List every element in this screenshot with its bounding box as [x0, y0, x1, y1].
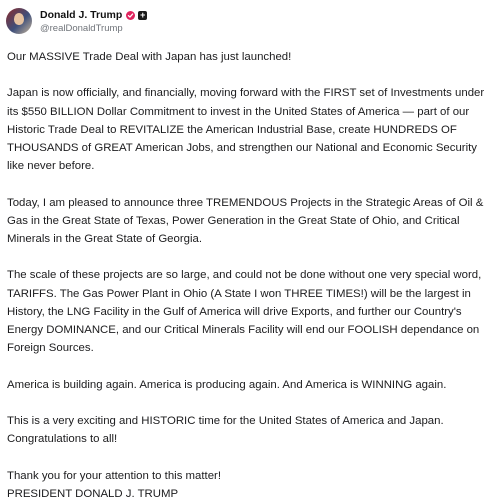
post-paragraph: This is a very exciting and HISTORIC time for the United States of America and Japan. Congratulations to all!: [7, 414, 444, 446]
post-paragraph: Our MASSIVE Trade Deal with Japan has just launched!: [7, 51, 292, 63]
post-paragraph: The scale of these projects are so large, and could not be done without one very special word, TARIFFS. The Gas Power Plant in Ohio (A State I won THREE TIMES!) will be the largest in History, the LNG Facility in the Gulf of America will drive Exports, and further our Country's Energy DOMINANCE, and our Critical Minerals Facility will end our FOOLISH dependance on Foreign Sources.: [7, 269, 482, 355]
post-body: [7, 48, 495, 503]
plus-badge-icon: +: [140, 9, 146, 20]
author-info: [40, 8, 147, 34]
author-handle[interactable]: @realDonaldTrump: [40, 23, 123, 34]
avatar[interactable]: [6, 8, 32, 34]
post-paragraph: America is building again. America is producing again. And America is WINNING again.: [7, 378, 447, 391]
author-name-row: [40, 8, 147, 22]
verified-check-icon: [126, 11, 135, 20]
post-signature: PRESIDENT DONALD J. TRUMP: [7, 487, 179, 500]
post-paragraph: Today, I am pleased to announce three TREMENDOUS Projects in the Strategic Areas of Oil & Gas in the Great State of Texas, Power Generation in the Great State of Ohio, and Critical Minerals in the Great State of Georgia.: [7, 196, 484, 245]
author-display-name[interactable]: Donald J. Trump: [40, 9, 123, 21]
post-header: [6, 4, 147, 38]
post-paragraph: Japan is now officially, and financially, moving forward with the FIRST set of Investments under its $550 BILLION Dollar Commitment to invest in the United States of America — part of our Historic Trade Deal to REVITALIZE the American Industrial Base, create HUNDREDS OF THOUSANDS of GREAT American Jobs, and strengthen our National and Economic Security like never before.: [7, 87, 485, 173]
post-closing-line: Thank you for your attention to this matter!: [7, 469, 221, 482]
